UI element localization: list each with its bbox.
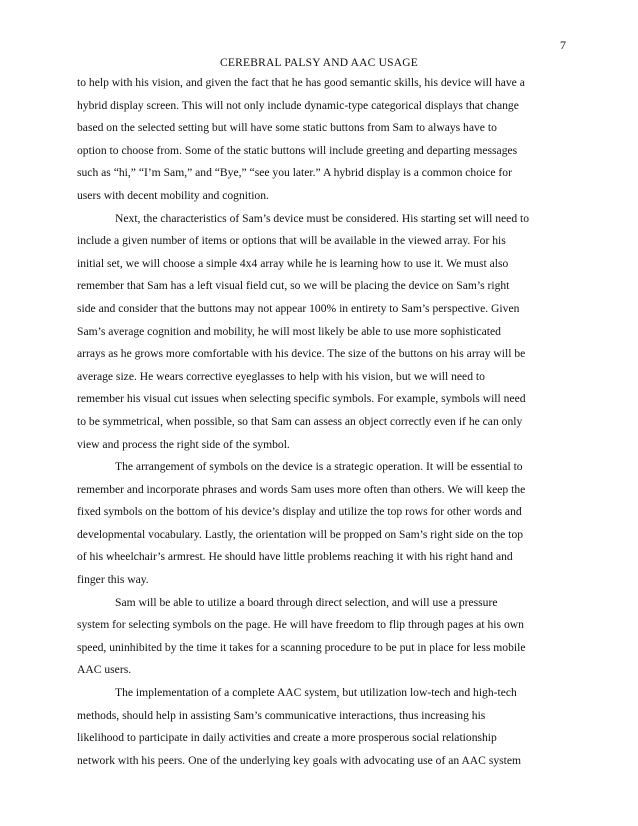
text-line: side and consider that the buttons may not appear 100% in entirety to Sam’s perspective. Given — [77, 301, 520, 315]
paragraph-first-line: The arrangement of symbols on the device is a strategic operation. It will be essential to — [115, 460, 523, 474]
text-line: such as “hi,” “I’m Sam,” and “Bye,” “see you later.” A hybrid display is a common choice for — [77, 166, 512, 180]
paragraph-first-line: The implementation of a complete AAC system, but utilization low-tech and high-tech — [115, 686, 517, 700]
text-line: network with his peers. One of the underlying key goals with advocating use of an AAC system — [77, 753, 522, 767]
text-line: developmental vocabulary. Lastly, the orientation will be propped on Sam’s right side on the top — [77, 527, 524, 541]
paragraph-first-line: Sam will be able to utilize a board through direct selection, and will use a pressure — [115, 595, 498, 609]
text-line: of his wheelchair’s armrest. He should have little problems reaching it with his right hand and — [77, 550, 513, 564]
text-line: remember that Sam has a left visual field cut, so we will be placing the device on Sam’s right — [77, 279, 510, 293]
text-line: view and process the right side of the symbol. — [77, 437, 290, 451]
text-line: speed, uninhibited by the time it takes for a scanning procedure to be put in place for less mobile — [77, 640, 526, 654]
text-line: option to choose from. Some of the static buttons will include greeting and departing messages — [77, 143, 518, 157]
text-line: likelihood to participate in daily activities and create a more prosperous social relationship — [77, 731, 497, 745]
text-line: remember his visual cut issues when selecting specific symbols. For example, symbols will need — [77, 392, 526, 406]
text-line: users with decent mobility and cognition. — [77, 188, 269, 202]
page-number: 7 — [560, 38, 566, 52]
text-line: average size. He wears corrective eyeglasses to help with his vision, but we will need to — [77, 369, 485, 383]
text-line: based on the selected setting but will have some static buttons from Sam to always have to — [77, 121, 497, 135]
text-line: to be symmetrical, when possible, so that Sam can assess an object correctly even if he can only — [77, 414, 523, 428]
paragraph-first-line: Next, the characteristics of Sam’s device must be considered. His starting set will need to — [115, 211, 530, 225]
text-line: system for selecting symbols on the page. He will have freedom to flip through pages at his own — [77, 618, 524, 632]
text-line: include a given number of items or options that will be available in the viewed array. For his — [77, 234, 506, 248]
text-line: to help with his vision, and given the fact that he has good semantic skills, his device will have a — [77, 76, 525, 89]
body-text — [77, 72, 567, 772]
running-head: CEREBRAL PALSY AND AAC USAGE — [220, 57, 418, 69]
text-line: methods, should help in assisting Sam’s communicative interactions, thus increasing his — [77, 708, 486, 722]
text-line: hybrid display screen. This will not only include dynamic-type categorical displays that change — [77, 98, 519, 112]
text-line: AAC users. — [77, 663, 132, 677]
text-line: remember and incorporate phrases and words Sam uses more often than others. We will keep the — [77, 482, 526, 496]
text-line: fixed symbols on the bottom of his device’s display and utilize the top rows for other words and — [77, 505, 522, 519]
text-line: Sam’s average cognition and mobility, he will most likely be able to use more sophisticated — [77, 324, 501, 338]
text-line: finger this way. — [77, 573, 149, 587]
text-line: arrays as he grows more comfortable with his device. The size of the buttons on his array will be — [77, 347, 526, 361]
text-line: initial set, we will choose a simple 4x4 array while he is learning how to use it. We must also — [77, 256, 509, 270]
